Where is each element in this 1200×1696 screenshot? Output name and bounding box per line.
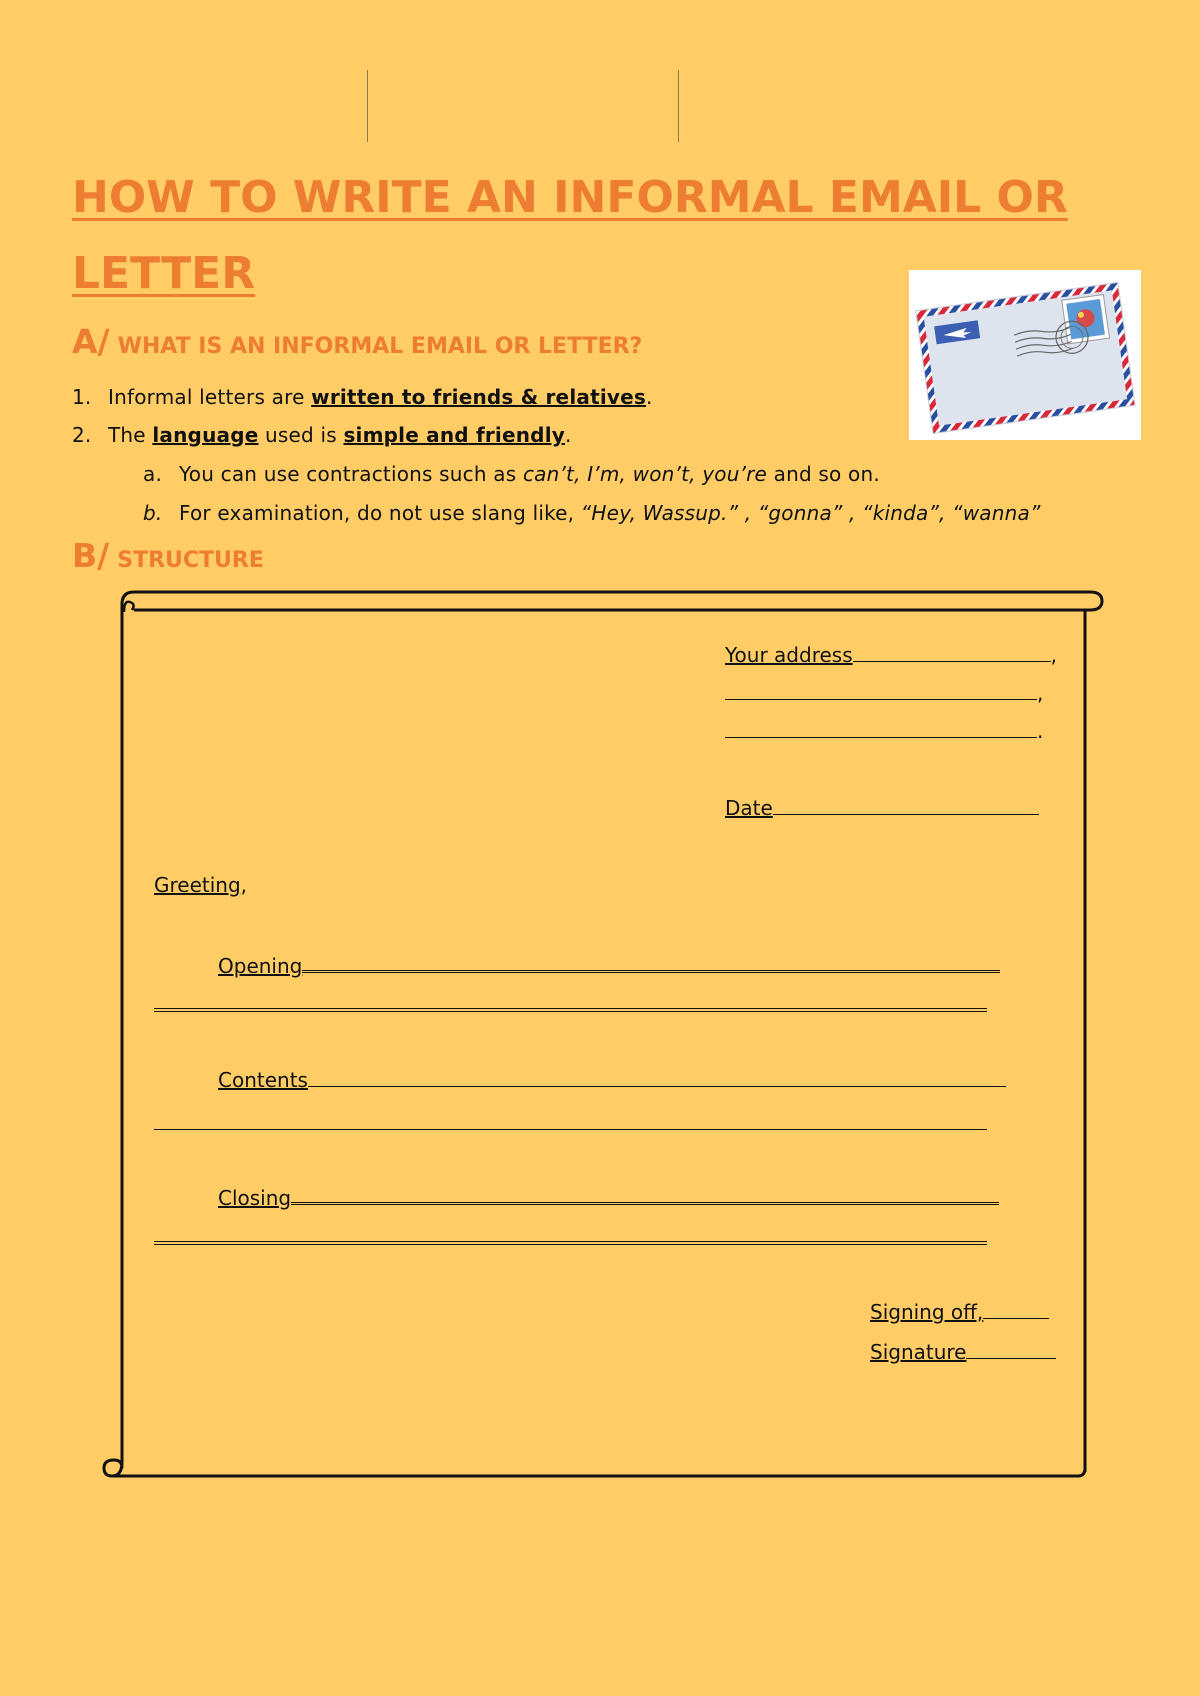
- address-comma-2: ,: [1037, 681, 1044, 705]
- opening-line: [218, 950, 1000, 979]
- opening-label: Opening: [218, 954, 303, 978]
- contents-blank[interactable]: [308, 1066, 1006, 1087]
- subpoint-a-examples: can’t, I’m, won’t, you’re: [522, 462, 768, 486]
- greeting-label: Greeting: [154, 873, 241, 897]
- address-blank-2[interactable]: [725, 679, 1037, 700]
- section-b-title: STRUCTURE: [117, 548, 264, 573]
- point-2-text-mid: used is: [258, 423, 344, 447]
- signing-off-label: Signing off,: [870, 1300, 984, 1324]
- contents-label: Contents: [218, 1068, 308, 1092]
- greeting-comma: ,: [240, 873, 248, 897]
- date-line: [725, 794, 1039, 821]
- closing-line: [218, 1182, 999, 1211]
- point-2-end: .: [564, 423, 572, 447]
- section-b-letter: B/: [72, 536, 110, 575]
- point-2-emphasis-language: language: [152, 423, 259, 447]
- your-address-line-1: [725, 641, 1057, 668]
- point-2-emphasis-simple: simple and friendly: [343, 423, 565, 447]
- subpoint-a: [143, 461, 880, 487]
- address-period: .: [1037, 719, 1044, 743]
- date-label: Date: [725, 796, 773, 820]
- subpoint-a-end: and so on.: [767, 462, 880, 486]
- point-1: [72, 384, 653, 410]
- section-a-title: WHAT IS AN INFORMAL EMAIL OR LETTER?: [117, 334, 643, 359]
- subpoint-b-marker: b.: [143, 501, 163, 525]
- greeting-line: [154, 872, 247, 898]
- point-1-end: .: [646, 385, 653, 409]
- section-a-heading: [72, 322, 642, 361]
- point-2-number: 2.: [72, 423, 92, 447]
- address-comma-1: ,: [1050, 643, 1057, 667]
- signing-off-blank[interactable]: [983, 1298, 1049, 1319]
- subpoint-b: [143, 500, 1041, 526]
- address-blank-1[interactable]: [853, 641, 1051, 662]
- closing-blank[interactable]: [291, 1182, 999, 1205]
- subpoint-b-examples: “Hey, Wassup.” , “gonna” , “kinda”, “wanna”: [580, 501, 1041, 525]
- page-title: HOW TO WRITE AN INFORMAL EMAIL OR LETTER: [72, 172, 1068, 299]
- opening-blank[interactable]: [302, 950, 1000, 973]
- subpoint-a-text: You can use contractions such as: [179, 462, 523, 486]
- point-2: [72, 422, 572, 448]
- contents-line: [218, 1066, 1006, 1093]
- opening-continuation-rule[interactable]: [154, 1008, 987, 1012]
- your-address-line-2: [725, 679, 1043, 706]
- your-address-line-3: [725, 717, 1043, 744]
- contents-continuation-rule[interactable]: [154, 1129, 987, 1130]
- signature-line: [870, 1338, 1056, 1365]
- signature-label: Signature: [870, 1340, 967, 1364]
- section-a-letter: A/: [72, 322, 110, 361]
- your-address-label: Your address: [725, 643, 853, 667]
- column-divider-left: [367, 70, 368, 142]
- section-b-heading: [72, 536, 264, 575]
- airmail-envelope-icon: [909, 270, 1141, 440]
- address-blank-3[interactable]: [725, 717, 1037, 738]
- point-1-text: Informal letters are: [108, 385, 312, 409]
- point-2-text-start: The: [108, 423, 153, 447]
- date-blank[interactable]: [773, 794, 1039, 815]
- closing-label: Closing: [218, 1186, 292, 1210]
- signing-off-line: [870, 1298, 1049, 1325]
- signature-blank[interactable]: [966, 1338, 1056, 1359]
- subpoint-a-marker: a.: [143, 462, 163, 486]
- closing-continuation-rule[interactable]: [154, 1241, 987, 1245]
- point-1-emphasis: written to friends & relatives: [311, 385, 646, 409]
- column-divider-right: [678, 70, 679, 142]
- subpoint-b-text: For examination, do not use slang like,: [179, 501, 581, 525]
- point-1-number: 1.: [72, 385, 92, 409]
